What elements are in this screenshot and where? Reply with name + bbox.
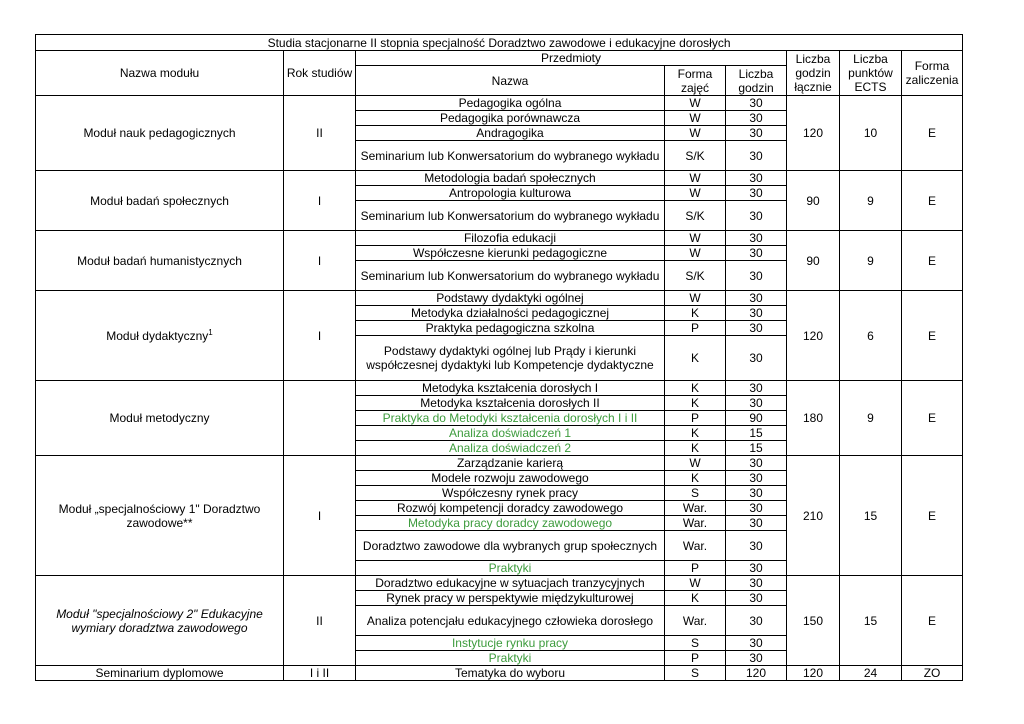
- subject-form: K: [665, 336, 726, 381]
- subject-hours: 30: [726, 381, 787, 396]
- subject-name: Współczesne kierunki pedagogiczne: [356, 246, 665, 261]
- module-total-hours: 120: [787, 666, 840, 681]
- module-ects: 9: [840, 231, 902, 291]
- module-ects: 9: [840, 381, 902, 456]
- subject-hours: 30: [726, 96, 787, 111]
- module-total-hours: 90: [787, 171, 840, 231]
- header-total-hours: Liczba godzin łącznie: [787, 51, 840, 96]
- module-name: Moduł badań humanistycznych: [77, 253, 242, 268]
- subject-form: S: [665, 486, 726, 501]
- module-year: I: [284, 456, 356, 576]
- subject-hours: 30: [726, 636, 787, 651]
- module-name: Moduł „specjalnościowy 1" Doradztwo zawodowe**: [58, 501, 261, 530]
- subject-form: W: [665, 246, 726, 261]
- subject-name: Metodyka kształcenia dorosłych I: [356, 381, 665, 396]
- module-ects: 9: [840, 171, 902, 231]
- module-year: [284, 381, 356, 456]
- subject-form: K: [665, 591, 726, 606]
- subject-name: Andragogika: [356, 126, 665, 141]
- subject-name: Praktyka pedagogiczna szkolna: [356, 321, 665, 336]
- table-row: [36, 576, 963, 591]
- subject-form: S/K: [665, 201, 726, 231]
- module-name-cell: [36, 96, 284, 171]
- subject-name: Modele rozwoju zawodowego: [356, 471, 665, 486]
- subject-hours: 90: [726, 411, 787, 426]
- subject-hours: 30: [726, 336, 787, 381]
- subject-name: Rozwój kompetencji doradcy zawodowego: [356, 501, 665, 516]
- subject-hours: 30: [726, 456, 787, 471]
- module-name-cell: [36, 576, 284, 666]
- subject-name: Pedagogika porównawcza: [356, 111, 665, 126]
- subject-name: Metodologia badań społecznych: [356, 171, 665, 186]
- subject-form: P: [665, 651, 726, 666]
- module-name-cell: [36, 291, 284, 381]
- subject-form: S: [665, 636, 726, 651]
- subject-form: War.: [665, 501, 726, 516]
- module-total-hours: 120: [787, 96, 840, 171]
- subject-hours: 30: [726, 396, 787, 411]
- subject-name: Metodyka kształcenia dorosłych II: [356, 396, 665, 411]
- subject-form: W: [665, 171, 726, 186]
- subject-form: S/K: [665, 261, 726, 291]
- subject-name: Rynek pracy w perspektywie międzykulturowej: [356, 591, 665, 606]
- subject-name: Pedagogika ogólna: [356, 96, 665, 111]
- subject-name: Analiza potencjału edukacyjnego człowieka dorosłego: [356, 606, 665, 636]
- subject-hours: 30: [726, 141, 787, 171]
- subject-name: Metodyka pracy doradcy zawodowego: [356, 516, 665, 531]
- subject-form: S/K: [665, 141, 726, 171]
- subject-name: Seminarium lub Konwersatorium do wybranego wykładu: [356, 141, 665, 171]
- header-form: Forma zajęć: [665, 66, 726, 96]
- subject-name: Seminarium lub Konwersatorium do wybranego wykładu: [356, 201, 665, 231]
- module-year: I i II: [284, 666, 356, 681]
- subject-hours: 15: [726, 426, 787, 441]
- module-assessment: E: [902, 231, 963, 291]
- subject-form: War.: [665, 516, 726, 531]
- subject-form: W: [665, 126, 726, 141]
- subject-hours: 30: [726, 201, 787, 231]
- subject-hours: 30: [726, 576, 787, 591]
- module-name-cell: [36, 381, 284, 456]
- subject-name: Doradztwo zawodowe dla wybranych grup społecznych: [356, 531, 665, 561]
- subject-form: W: [665, 291, 726, 306]
- subject-name: Praktyka do Metodyki kształcenia dorosłych I i II: [356, 411, 665, 426]
- header-subjects: Przedmioty: [356, 51, 787, 66]
- table-row: [36, 291, 963, 306]
- module-assessment: E: [902, 576, 963, 666]
- subject-form: W: [665, 186, 726, 201]
- subject-hours: 30: [726, 471, 787, 486]
- module-assessment: E: [902, 291, 963, 381]
- subject-form: K: [665, 306, 726, 321]
- subject-hours: 30: [726, 606, 787, 636]
- subject-name: Antropologia kulturowa: [356, 186, 665, 201]
- subject-name: Praktyki: [356, 651, 665, 666]
- subject-hours: 30: [726, 561, 787, 576]
- subject-form: K: [665, 471, 726, 486]
- subject-hours: 30: [726, 501, 787, 516]
- module-year: II: [284, 576, 356, 666]
- subject-form: W: [665, 456, 726, 471]
- subject-hours: 30: [726, 186, 787, 201]
- module-name-cell: [36, 231, 284, 291]
- subject-name: Analiza doświadczeń 1: [356, 426, 665, 441]
- module-name-cell: [36, 171, 284, 231]
- subject-form: W: [665, 231, 726, 246]
- module-ects: 24: [840, 666, 902, 681]
- module-name: Moduł metodyczny: [109, 411, 210, 425]
- table-row: [36, 456, 963, 471]
- module-ects: 15: [840, 456, 902, 576]
- table-row: [36, 666, 963, 681]
- subject-hours: 30: [726, 486, 787, 501]
- subject-name: Filozofia edukacji: [356, 231, 665, 246]
- module-year: I: [284, 171, 356, 231]
- table-row: [36, 96, 963, 111]
- header-module-name: Nazwa modułu: [36, 51, 284, 96]
- subject-hours: 30: [726, 591, 787, 606]
- subject-hours: 30: [726, 171, 787, 186]
- curriculum-table: [35, 34, 963, 681]
- subject-form: S: [665, 666, 726, 681]
- module-ects: 10: [840, 96, 902, 171]
- subject-form: K: [665, 441, 726, 456]
- subject-hours: 30: [726, 306, 787, 321]
- subject-name: Seminarium lub Konwersatorium do wybranego wykładu: [356, 261, 665, 291]
- module-year: II: [284, 96, 356, 171]
- subject-form: W: [665, 96, 726, 111]
- subject-hours: 15: [726, 441, 787, 456]
- header-year: Rok studiów: [284, 51, 356, 96]
- subject-form: W: [665, 576, 726, 591]
- module-assessment: E: [902, 171, 963, 231]
- subject-form: P: [665, 411, 726, 426]
- header-hours: Liczba godzin: [726, 66, 787, 96]
- subject-hours: 30: [726, 531, 787, 561]
- subject-form: P: [665, 561, 726, 576]
- module-ects: 15: [840, 576, 902, 666]
- subject-hours: 30: [726, 261, 787, 291]
- module-total-hours: 180: [787, 381, 840, 456]
- subject-name: Analiza doświadczeń 2: [356, 441, 665, 456]
- subject-name: Zarządzanie karierą: [356, 456, 665, 471]
- subject-hours: 30: [726, 516, 787, 531]
- subject-name: Metodyka działalności pedagogicznej: [356, 306, 665, 321]
- subject-hours: 30: [726, 246, 787, 261]
- subject-name: Instytucje rynku pracy: [356, 636, 665, 651]
- subject-name: Podstawy dydaktyki ogólnej lub Prądy i kierunki współczesnej dydaktyki lub Kompetencje dydaktyczne: [356, 336, 665, 381]
- module-total-hours: 210: [787, 456, 840, 576]
- subject-name: Praktyki: [356, 561, 665, 576]
- subject-name: Podstawy dydaktyki ogólnej: [356, 291, 665, 306]
- subject-name: Współczesny rynek pracy: [356, 486, 665, 501]
- module-name: Moduł "specjalnościowy 2" Edukacyjne wymiary doradztwa zawodowego: [56, 606, 263, 635]
- module-name-cell: [36, 666, 284, 681]
- subject-name: Doradztwo edukacyjne w sytuacjach tranzycyjnych: [356, 576, 665, 591]
- subject-form: War.: [665, 606, 726, 636]
- module-year: I: [284, 231, 356, 291]
- header-assessment: Forma zaliczenia: [902, 51, 963, 96]
- module-total-hours: 90: [787, 231, 840, 291]
- header-ects: Liczba punktów ECTS: [840, 51, 902, 96]
- module-assessment: ZO: [902, 666, 963, 681]
- subject-hours: 30: [726, 651, 787, 666]
- table-row: [36, 381, 963, 396]
- subject-form: K: [665, 381, 726, 396]
- module-year: I: [284, 291, 356, 381]
- module-name-cell: [36, 456, 284, 576]
- module-name: Moduł dydaktyczny: [106, 328, 209, 343]
- module-total-hours: 150: [787, 576, 840, 666]
- table-title: Studia stacjonarne II stopnia specjalność Doradztwo zawodowe i edukacyjne dorosłych: [36, 35, 963, 51]
- subject-form: P: [665, 321, 726, 336]
- table-body: [36, 96, 963, 681]
- module-assessment: E: [902, 381, 963, 456]
- table-row: [36, 231, 963, 246]
- table-row: [36, 171, 963, 186]
- subject-form: K: [665, 396, 726, 411]
- subject-hours: 30: [726, 126, 787, 141]
- subject-name: Tematyka do wyboru: [356, 666, 665, 681]
- module-assessment: E: [902, 96, 963, 171]
- subject-hours: 30: [726, 291, 787, 306]
- footnote-marker: 1: [208, 327, 213, 337]
- subject-form: K: [665, 426, 726, 441]
- module-ects: 6: [840, 291, 902, 381]
- subject-hours: 30: [726, 231, 787, 246]
- module-total-hours: 120: [787, 291, 840, 381]
- module-name: Seminarium dyplomowe: [95, 666, 224, 680]
- module-assessment: E: [902, 456, 963, 576]
- subject-hours: 120: [726, 666, 787, 681]
- subject-form: W: [665, 111, 726, 126]
- module-name: Moduł badań społecznych: [90, 193, 229, 208]
- header-subject-name: Nazwa: [356, 66, 665, 96]
- subject-form: War.: [665, 531, 726, 561]
- subject-hours: 30: [726, 111, 787, 126]
- subject-hours: 30: [726, 321, 787, 336]
- module-name: Moduł nauk pedagogicznych: [83, 126, 236, 140]
